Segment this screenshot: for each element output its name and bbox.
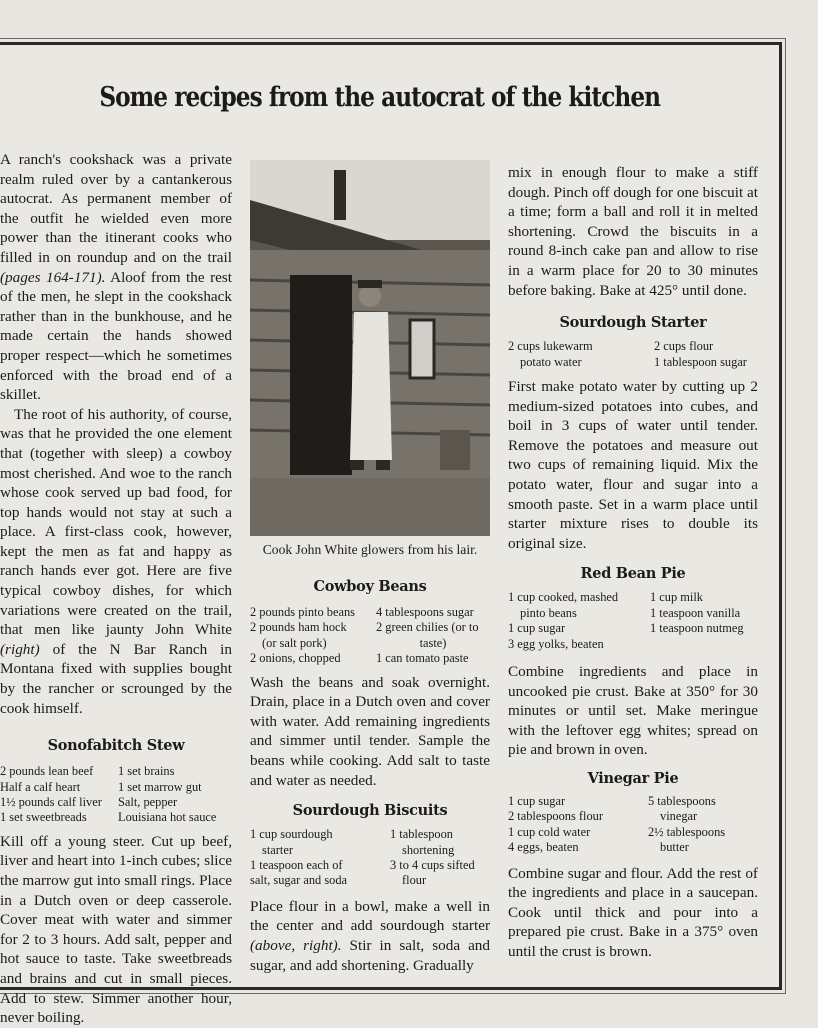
ingredient: 1 cup sourdough xyxy=(250,827,333,842)
intro-text: of the N Bar Ranch in Montana fixed with supplies bought by the rancher or scrounged by the cook himself. xyxy=(0,640,232,717)
ingredient: 1 teaspoon each of xyxy=(250,858,343,872)
ingredient: 3 egg yolks, beaten xyxy=(508,636,604,651)
ingredient: 5 tablespoons xyxy=(648,793,716,808)
cookshack-photo-icon xyxy=(250,160,490,536)
ingredient-list xyxy=(508,794,758,856)
ingredient: 1½ pounds calf liver xyxy=(0,795,102,810)
ingredient: 1 teaspoon nutmeg xyxy=(650,621,744,636)
recipe-method xyxy=(250,897,490,975)
ingredient: flour xyxy=(402,873,427,888)
ingredient: 2 green chilies (or to xyxy=(376,620,479,635)
recipe-method: Combine sugar and flour. Add the rest of the ingredients and place in a saucepan. Cook until thick and pour into a prepared pie crust. Bake in a 375° oven until the crust is brown. xyxy=(508,864,758,960)
ingredient: 2 tablespoons flour xyxy=(508,809,603,824)
photo-reference: (right) xyxy=(0,640,40,658)
recipe-method: First make potato water by cutting up 2 medium-sized potatoes into cubes, and boil in 3 cups of water until tender. Remove the potatoes and measure out two cups of remaining liquid. Mix the potato water, flour and sugar into a smooth paste. Set in a warm place until starter mixture rises to double its original size. xyxy=(508,377,758,552)
ingredient: shortening xyxy=(402,842,455,857)
ingredient-list xyxy=(250,605,490,667)
ingredient: 2 pounds ham hock xyxy=(250,620,347,635)
ingredient: 1 cup milk xyxy=(650,590,703,605)
ingredient: 3 to 4 cups sifted xyxy=(390,858,475,872)
ingredient-list xyxy=(508,339,758,370)
recipe-method-continued: mix in enough flour to make a stiff dough. Pinch off dough for one biscuit at a time; form a ball and roll it in melted shortening. Crowd the biscuits in a round 8-inch cake pan and allow to rise in a warm place for 20 to 30 minutes before baking. Bake at 425° until done. xyxy=(508,164,758,299)
ingredient: potato water xyxy=(520,354,582,369)
recipe-sourdough-starter xyxy=(508,314,758,553)
ingredient: taste) xyxy=(419,635,447,650)
intro-text: Aloof from the rest of the men, he slept in the cookshack rather than in the bunkhouse, and he made certain the hands showed proper respect—which he sometimes enforced with the broad end of a skillet. xyxy=(0,268,232,404)
recipe-stew xyxy=(0,737,232,1028)
column-middle xyxy=(250,160,490,975)
ingredient: 1 set sweetbreads xyxy=(0,810,87,825)
ingredient: salt, sugar and soda xyxy=(250,873,348,888)
intro-paragraph-2 xyxy=(0,405,232,719)
ingredient: Half a calf heart xyxy=(0,779,81,794)
ingredient: vinegar xyxy=(660,809,698,824)
ingredient: 1 tablespoon xyxy=(390,827,453,842)
ingredient: 2 cups flour xyxy=(654,339,714,354)
ingredient: (or salt pork) xyxy=(262,635,327,650)
ingredient: 1 set marrow gut xyxy=(118,779,202,794)
recipe-method: Kill off a young steer. Cut up beef, liver and heart into 1-inch cubes; slice the marrow gut into small rings. Place in a Dutch oven or deep casserole. Cover meat with water and simmer for 2 to 3 hours. Add salt, pepper and hot sauce to taste. Take sweetbreads and brains and cut in small pieces. Add to stew. Simmer another hour, never boiling. xyxy=(0,832,232,1027)
ingredient: starter xyxy=(262,842,293,857)
intro-paragraph-1 xyxy=(0,150,232,405)
ingredient: 2 cups lukewarm xyxy=(508,339,593,354)
ingredient: 1 cup cold water xyxy=(508,824,591,839)
method-text: Place flour in a bowl, make a well in the center and add sourdough starter xyxy=(250,897,490,935)
column-left xyxy=(0,150,232,1028)
ingredient: 2 pounds pinto beans xyxy=(250,605,355,619)
ingredient: 1 tablespoon sugar xyxy=(654,354,747,369)
column-right xyxy=(508,163,758,962)
recipe-title: Sourdough Biscuits xyxy=(292,802,448,820)
page-reference: (pages 164-171). xyxy=(0,268,106,286)
ingredient: 2½ tablespoons xyxy=(648,824,726,839)
recipe-reference: (above, right). xyxy=(250,937,342,954)
photo-caption: Cook John White glowers from his lair. xyxy=(262,542,478,557)
method-text: Stir in salt, soda and sugar, and add shortening. Gradually xyxy=(250,937,490,974)
ingredient: 4 tablespoons sugar xyxy=(376,605,474,619)
recipe-title: Vinegar Pie xyxy=(587,769,679,787)
ingredient-list xyxy=(508,590,758,652)
recipe-title: Sonofabitch Stew xyxy=(47,737,185,755)
recipe-title: Red Bean Pie xyxy=(580,565,686,583)
recipe-title: Sourdough Starter xyxy=(559,314,707,332)
ingredient: 1 can tomato paste xyxy=(376,651,469,666)
ingredient: 2 onions, chopped xyxy=(250,651,341,666)
recipe-red-bean-pie xyxy=(508,565,758,760)
page-title: Some recipes from the autocrat of the kitchen xyxy=(99,82,661,113)
intro-text: The root of his authority, of course, was that he provided the one element that (together with sleep) a cowboy most cherished. And woe to the ranch whose cook served up bad food, for top hands would not stay at such a place. A first-class cook, however, kept the men as fat and happy as ranch hands ever got. Here are five typical cowboy dishes, for which variations were created on the trail, that men like jaunty John White xyxy=(0,405,232,639)
ingredient: Salt, pepper xyxy=(118,795,178,810)
ingredient: 1 cup sugar xyxy=(508,793,566,808)
ingredient: 1 cup cooked, mashed xyxy=(508,590,619,605)
ingredient: butter xyxy=(660,840,689,855)
ingredient: Louisiana hot sauce xyxy=(118,810,217,825)
ingredient: 2 pounds lean beef xyxy=(0,764,94,779)
recipe-cowboy-beans xyxy=(250,578,490,790)
ingredient: pinto beans xyxy=(520,605,577,620)
recipe-sourdough-biscuits xyxy=(250,802,490,975)
recipe-title: Cowboy Beans xyxy=(313,578,427,595)
recipe-method: Combine ingredients and place in uncooked pie crust. Bake at 350° for 30 minutes or until set. Make meringue with the leftover egg whites; spread on pie and brown in oven. xyxy=(508,662,758,759)
intro-text: A ranch's cookshack was a private realm ruled over by a cantankerous autocrat. As permanent member of the outfit he wielded even more power than the itinerant cooks who filled in on roundup and on the trail xyxy=(0,151,232,266)
ingredient-list xyxy=(250,827,490,889)
ingredient-list xyxy=(0,764,232,826)
ingredient: 1 cup sugar xyxy=(508,621,566,636)
recipe-vinegar-pie xyxy=(508,770,758,962)
recipe-method: Wash the beans and soak overnight. Drain, place in a Dutch oven and cover with water. Add remaining ingredients and simmer until tender. Sample the beans while cooking. Add salt to taste and water as needed. xyxy=(250,673,490,789)
ingredient: 1 teaspoon vanilla xyxy=(650,605,741,620)
ingredient: 1 set brains xyxy=(118,764,175,779)
photo-cook-john-white xyxy=(250,160,490,536)
ingredient: 4 eggs, beaten xyxy=(508,840,579,855)
